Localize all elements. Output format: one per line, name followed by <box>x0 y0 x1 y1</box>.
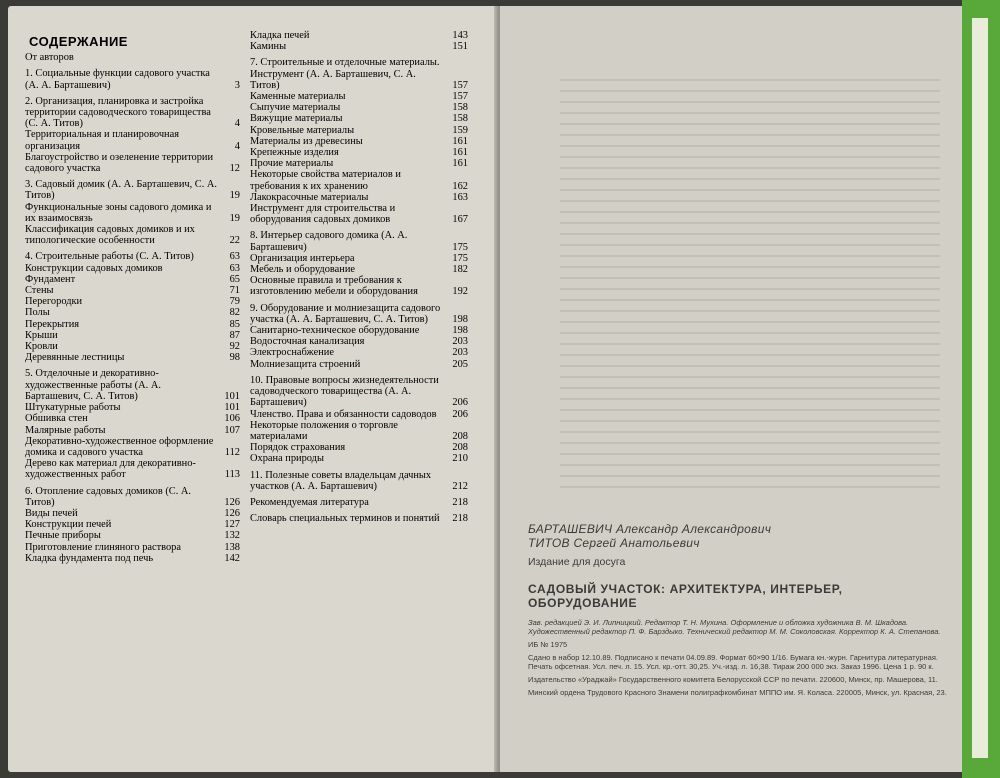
toc-entry-title: Перегородки <box>25 296 83 308</box>
toc-entry-title: Штукатурные работы <box>25 402 121 414</box>
toc-entry <box>25 129 240 151</box>
toc-entry-title: Организация интерьера <box>250 252 355 264</box>
toc-page-number: 79 <box>229 296 240 308</box>
toc-page-number: 71 <box>229 285 240 297</box>
toc-entry-title: 7. Строительные и отделочные материалы. Инструмент (А. А. Барташевич, С. А. Титов) <box>250 57 440 91</box>
toc-page-number: 157 <box>452 91 468 103</box>
toc-entry <box>250 325 468 336</box>
toc-entry <box>25 352 240 363</box>
toc-entry-title: Водосточная канализация <box>250 336 365 348</box>
author-2: ТИТОВ Сергей Анатольевич <box>528 536 700 550</box>
toc-entry <box>25 530 240 541</box>
toc-entry-title: 6. Отопление садовых домиков (С. А. Титов) <box>25 485 192 508</box>
toc-entry-title: Молниезащита строений <box>250 358 361 370</box>
toc-page-number: 4 <box>234 140 240 152</box>
bleed-through-text <box>560 70 940 490</box>
toc-section-entry <box>250 470 468 492</box>
toc-entry-title: Территориальная и планировочная организация <box>25 129 180 152</box>
toc-entry-title: Стены <box>25 285 54 297</box>
toc-page-number: 85 <box>229 318 240 330</box>
toc-page-number: 158 <box>452 113 468 125</box>
toc-entry <box>25 274 240 285</box>
toc-entry-title: Кладка печей <box>250 30 310 41</box>
toc-entry <box>25 425 240 436</box>
toc-section-entry <box>250 230 468 252</box>
toc-section-entry <box>250 513 468 524</box>
toc-page-number: 138 <box>224 541 240 553</box>
toc-entry <box>25 341 240 352</box>
toc-page-number: 205 <box>452 358 468 370</box>
publisher-info: Издательство «Ураджай» Государственного комитета Белорусской ССР по печати. 220600, Минск, пр. Машерова, 11. <box>528 675 938 684</box>
toc-column-2 <box>250 30 468 524</box>
toc-section-entry <box>25 68 240 90</box>
toc-entry <box>250 91 468 102</box>
book-title-line-2: ОБОРУДОВАНИЕ <box>528 596 638 610</box>
toc-page-number: 19 <box>229 212 240 224</box>
toc-entry <box>250 169 468 191</box>
toc-page-number: 208 <box>452 430 468 442</box>
toc-entry <box>250 113 468 124</box>
toc-entry-title: 5. Отделочные и декоративно-художественные работы (А. А. Барташевич, С. А. Титов) <box>25 368 161 402</box>
toc-page-number: 203 <box>452 336 468 348</box>
toc-entry-title: Каменные материалы <box>250 91 346 103</box>
toc-entry-title: Дерево как материал для декоративно-художественных работ <box>25 458 196 481</box>
toc-page-number: 65 <box>229 273 240 285</box>
toc-page-number: 161 <box>452 135 468 147</box>
toc-entry-title: От авторов <box>25 52 74 64</box>
toc-page-number: 159 <box>452 124 468 136</box>
cover-inner-edge <box>972 18 988 758</box>
toc-entry <box>250 409 468 420</box>
toc-page-number: 212 <box>452 480 468 492</box>
toc-section-entry <box>25 368 240 402</box>
toc-entry <box>250 275 468 297</box>
toc-entry-title: Перекрытия <box>25 318 80 330</box>
toc-section-entry <box>250 303 468 325</box>
toc-entry <box>25 542 240 553</box>
toc-page-number: 3 <box>234 79 240 91</box>
toc-entry <box>250 347 468 358</box>
toc-page-number: 63 <box>229 251 240 263</box>
imprint-block <box>528 522 958 697</box>
toc-page-number: 218 <box>452 496 468 508</box>
toc-page-number: 112 <box>224 446 240 458</box>
toc-entry <box>250 158 468 169</box>
toc-entry-title: Кровельные материалы <box>250 124 355 136</box>
toc-page-number: 63 <box>229 262 240 274</box>
toc-entry-title: Кровли <box>25 341 58 353</box>
toc-page-number: 158 <box>452 102 468 114</box>
toc-entry-title: Конструкции печей <box>25 519 112 531</box>
toc-entry <box>25 307 240 318</box>
toc-entry-title: 8. Интерьер садового домика (А. А. Барташевич) <box>250 230 408 253</box>
toc-entry <box>250 203 468 225</box>
toc-entry <box>25 330 240 341</box>
toc-section-entry <box>250 57 468 91</box>
toc-entry-title: 1. Социальные функции садового участка (А. А. Барташевич) <box>25 68 210 91</box>
toc-page-number: 182 <box>452 264 468 276</box>
toc-page-number: 101 <box>224 390 240 402</box>
toc-entry-title: Классификация садовых домиков и их типологические особенности <box>25 224 195 247</box>
toc-entry-title: 9. Оборудование и молниезащита садового участка (А. А. Барташевич, С. А. Титов) <box>250 302 441 325</box>
toc-entry <box>25 296 240 307</box>
toc-entry <box>25 285 240 296</box>
toc-page-number: 175 <box>452 241 468 253</box>
toc-entry-title: Электроснабжение <box>250 347 334 359</box>
toc-page-number: 162 <box>452 180 468 192</box>
toc-entry <box>25 52 240 63</box>
toc-entry-title: 3. Садовый домик (А. А. Барташевич, С. А. Титов) <box>25 179 218 202</box>
printer-info: Минский ордена Трудового Красного Знамени полиграфкомбинат МППО им. Я. Коласа. 220005, Минск, ул. Красная, 23. <box>528 688 947 697</box>
toc-entry <box>250 264 468 275</box>
toc-entry-title: Крыши <box>25 329 58 341</box>
toc-page-number: 4 <box>234 118 240 130</box>
toc-entry-title: 11. Полезные советы владельцам дачных участков (А. А. Барташевич) <box>250 469 432 492</box>
toc-entry <box>250 453 468 464</box>
toc-entry <box>25 152 240 174</box>
toc-page-number: 208 <box>452 442 468 454</box>
toc-entry-title: Полы <box>25 307 50 319</box>
toc-entry-title: Словарь специальных терминов и понятий <box>250 513 440 525</box>
toc-entry-title: Порядок страхования <box>250 442 346 454</box>
toc-page-number: 113 <box>224 469 240 481</box>
toc-page-number: 198 <box>452 325 468 337</box>
toc-entry <box>250 192 468 203</box>
toc-entry <box>25 436 240 458</box>
author-1: БАРТАШЕВИЧ Александр Александрович <box>528 522 772 536</box>
book-title-line-1: САДОВЫЙ УЧАСТОК: АРХИТЕКТУРА, ИНТЕРЬЕР, <box>528 582 843 596</box>
toc-entry-title: Благоустройство и озеленение территории садового участка <box>25 151 214 175</box>
toc-entry-title: Обшивка стен <box>25 413 88 425</box>
toc-page-number: 151 <box>452 41 468 53</box>
toc-section-entry <box>25 179 240 201</box>
toc-page-number: 126 <box>224 507 240 519</box>
toc-entry-title: Конструкции садовых домиков <box>25 262 163 274</box>
toc-page-number: 143 <box>452 30 468 41</box>
toc-entry-title: Деревянные лестницы <box>25 352 125 364</box>
toc-entry <box>25 413 240 424</box>
toc-page-number: 127 <box>224 519 240 531</box>
toc-page-number: 106 <box>224 413 240 425</box>
toc-entry <box>250 359 468 370</box>
toc-page-number: 87 <box>229 329 240 341</box>
toc-entry-title: Сыпучие материалы <box>250 102 341 114</box>
toc-entry <box>250 30 468 41</box>
toc-page-number: 101 <box>224 402 240 414</box>
toc-entry-title: Малярные работы <box>25 424 106 436</box>
toc-entry <box>250 147 468 158</box>
toc-entry-title: Некоторые свойства материалов и требования к их хранению <box>250 169 401 192</box>
toc-entry <box>25 224 240 246</box>
toc-entry <box>250 420 468 442</box>
toc-entry-title: Декоративно-художественное оформление домика и садового участка <box>25 435 214 458</box>
toc-page-number: 19 <box>229 190 240 202</box>
print-details: Сдано в набор 12.10.89. Подписано к печати 04.09.89. Формат 60×90 1/16. Бумага кн.-журн. Гарнитура литературная. Печать офсетная. Усл. печ. л. 15. Усл. кр.-отт. 30,25. Уч.-изд. л. 16,38. Тираж 200 000 экз. Заказ 1996. Цена 1 р. 90 к. <box>528 653 938 671</box>
editorial-staff: Зав. редакцией Э. И. Липницкий. Редактор Т. Н. Мухина. Оформление и обложка художника В. М. Шкадова. Художественный редактор П. Ф. Барздыко. Технический редактор М. М. Соколовская. Корректор К. А. Степанова. <box>528 618 941 636</box>
toc-section-entry <box>250 375 468 409</box>
toc-entry-title: Некоторые положения о торговле материалами <box>250 419 398 442</box>
toc-entry <box>25 553 240 564</box>
toc-entry-title: 4. Строительные работы (С. А. Титов) <box>25 251 194 263</box>
toc-entry-title: Печные приборы <box>25 530 101 542</box>
toc-entry <box>25 508 240 519</box>
toc-entry-title: Материалы из древесины <box>250 135 363 147</box>
toc-page-number: 157 <box>452 79 468 91</box>
toc-entry-title: 10. Правовые вопросы жизнедеятельности садоводческого товарищества (А. А. Барташевич) <box>250 374 439 409</box>
toc-title: СОДЕРЖАНИЕ <box>29 34 128 49</box>
toc-entry <box>250 102 468 113</box>
toc-entry-title: Членство. Права и обязанности садоводов <box>250 408 437 420</box>
toc-page-number: 12 <box>229 163 240 175</box>
toc-entry <box>25 519 240 530</box>
toc-entry <box>250 336 468 347</box>
toc-entry-title: Охрана природы <box>250 453 324 465</box>
toc-entry-title: Прочие материалы <box>250 158 334 170</box>
toc-page-number: 206 <box>452 397 468 409</box>
toc-entry-title: Камины <box>250 41 287 53</box>
toc-page-number: 167 <box>452 214 468 226</box>
toc-entry-title: Санитарно-техническое оборудование <box>250 325 420 337</box>
toc-column-1 <box>25 30 240 564</box>
toc-page-number: 82 <box>229 307 240 319</box>
toc-section-entry <box>25 486 240 508</box>
toc-entry-title: Вяжущие материалы <box>250 113 343 125</box>
toc-page-number: 107 <box>224 424 240 436</box>
toc-page-number: 192 <box>452 286 468 298</box>
toc-page-number: 163 <box>452 191 468 203</box>
toc-entry-title: Функциональные зоны садового домика и их взаимосвязь <box>25 201 212 224</box>
toc-entry <box>25 402 240 413</box>
toc-page-number: 132 <box>224 530 240 542</box>
toc-entry <box>250 125 468 136</box>
toc-entry-title: 2. Организация, планировка и застройка территории садоводческого товарищества (С. А. Титов) <box>25 95 211 130</box>
toc-entry-title: Приготовление глиняного раствора <box>25 541 181 553</box>
toc-page-number: 98 <box>229 352 240 364</box>
toc-entry <box>25 319 240 330</box>
toc-page-number: 161 <box>452 147 468 159</box>
toc-page-number: 142 <box>224 552 240 564</box>
toc-entry <box>25 202 240 224</box>
toc-page-number: 198 <box>452 313 468 325</box>
toc-page-number: 161 <box>452 158 468 170</box>
toc-entry-title: Крепежные изделия <box>250 147 339 159</box>
toc-entry-title: Рекомендуемая литература <box>250 496 369 508</box>
toc-page-number: 203 <box>452 347 468 359</box>
toc-entry <box>250 136 468 147</box>
toc-entry-title: Мебель и оборудование <box>250 264 356 276</box>
toc-entry-title: Виды печей <box>25 507 78 519</box>
edition-note: Издание для досуга <box>528 556 626 568</box>
ib-number: ИБ № 1975 <box>528 640 568 649</box>
toc-page-number: 210 <box>452 453 468 465</box>
toc-page-number: 92 <box>229 341 240 353</box>
toc-entry <box>25 458 240 480</box>
toc-section-entry <box>250 497 468 508</box>
toc-entry-title: Фундамент <box>25 273 76 285</box>
toc-page-number: 175 <box>452 252 468 264</box>
toc-entry-title: Лакокрасочные материалы <box>250 191 369 203</box>
toc-page-number: 126 <box>224 496 240 508</box>
toc-entry <box>250 442 468 453</box>
toc-entry-title: Инструмент для строительства и оборудования садовых домиков <box>250 203 396 226</box>
toc-entry <box>250 253 468 264</box>
toc-entry-title: Основные правила и требования к изготовлению мебели и оборудования <box>250 275 418 298</box>
toc-section-entry <box>25 96 240 130</box>
toc-page-number: 218 <box>452 513 468 525</box>
toc-page-number: 22 <box>229 235 240 247</box>
toc-entry-title: Кладка фундамента под печь <box>25 552 154 564</box>
toc-section-entry <box>25 251 240 262</box>
toc-entry <box>250 41 468 52</box>
toc-entry <box>25 263 240 274</box>
toc-page-number: 206 <box>452 408 468 420</box>
